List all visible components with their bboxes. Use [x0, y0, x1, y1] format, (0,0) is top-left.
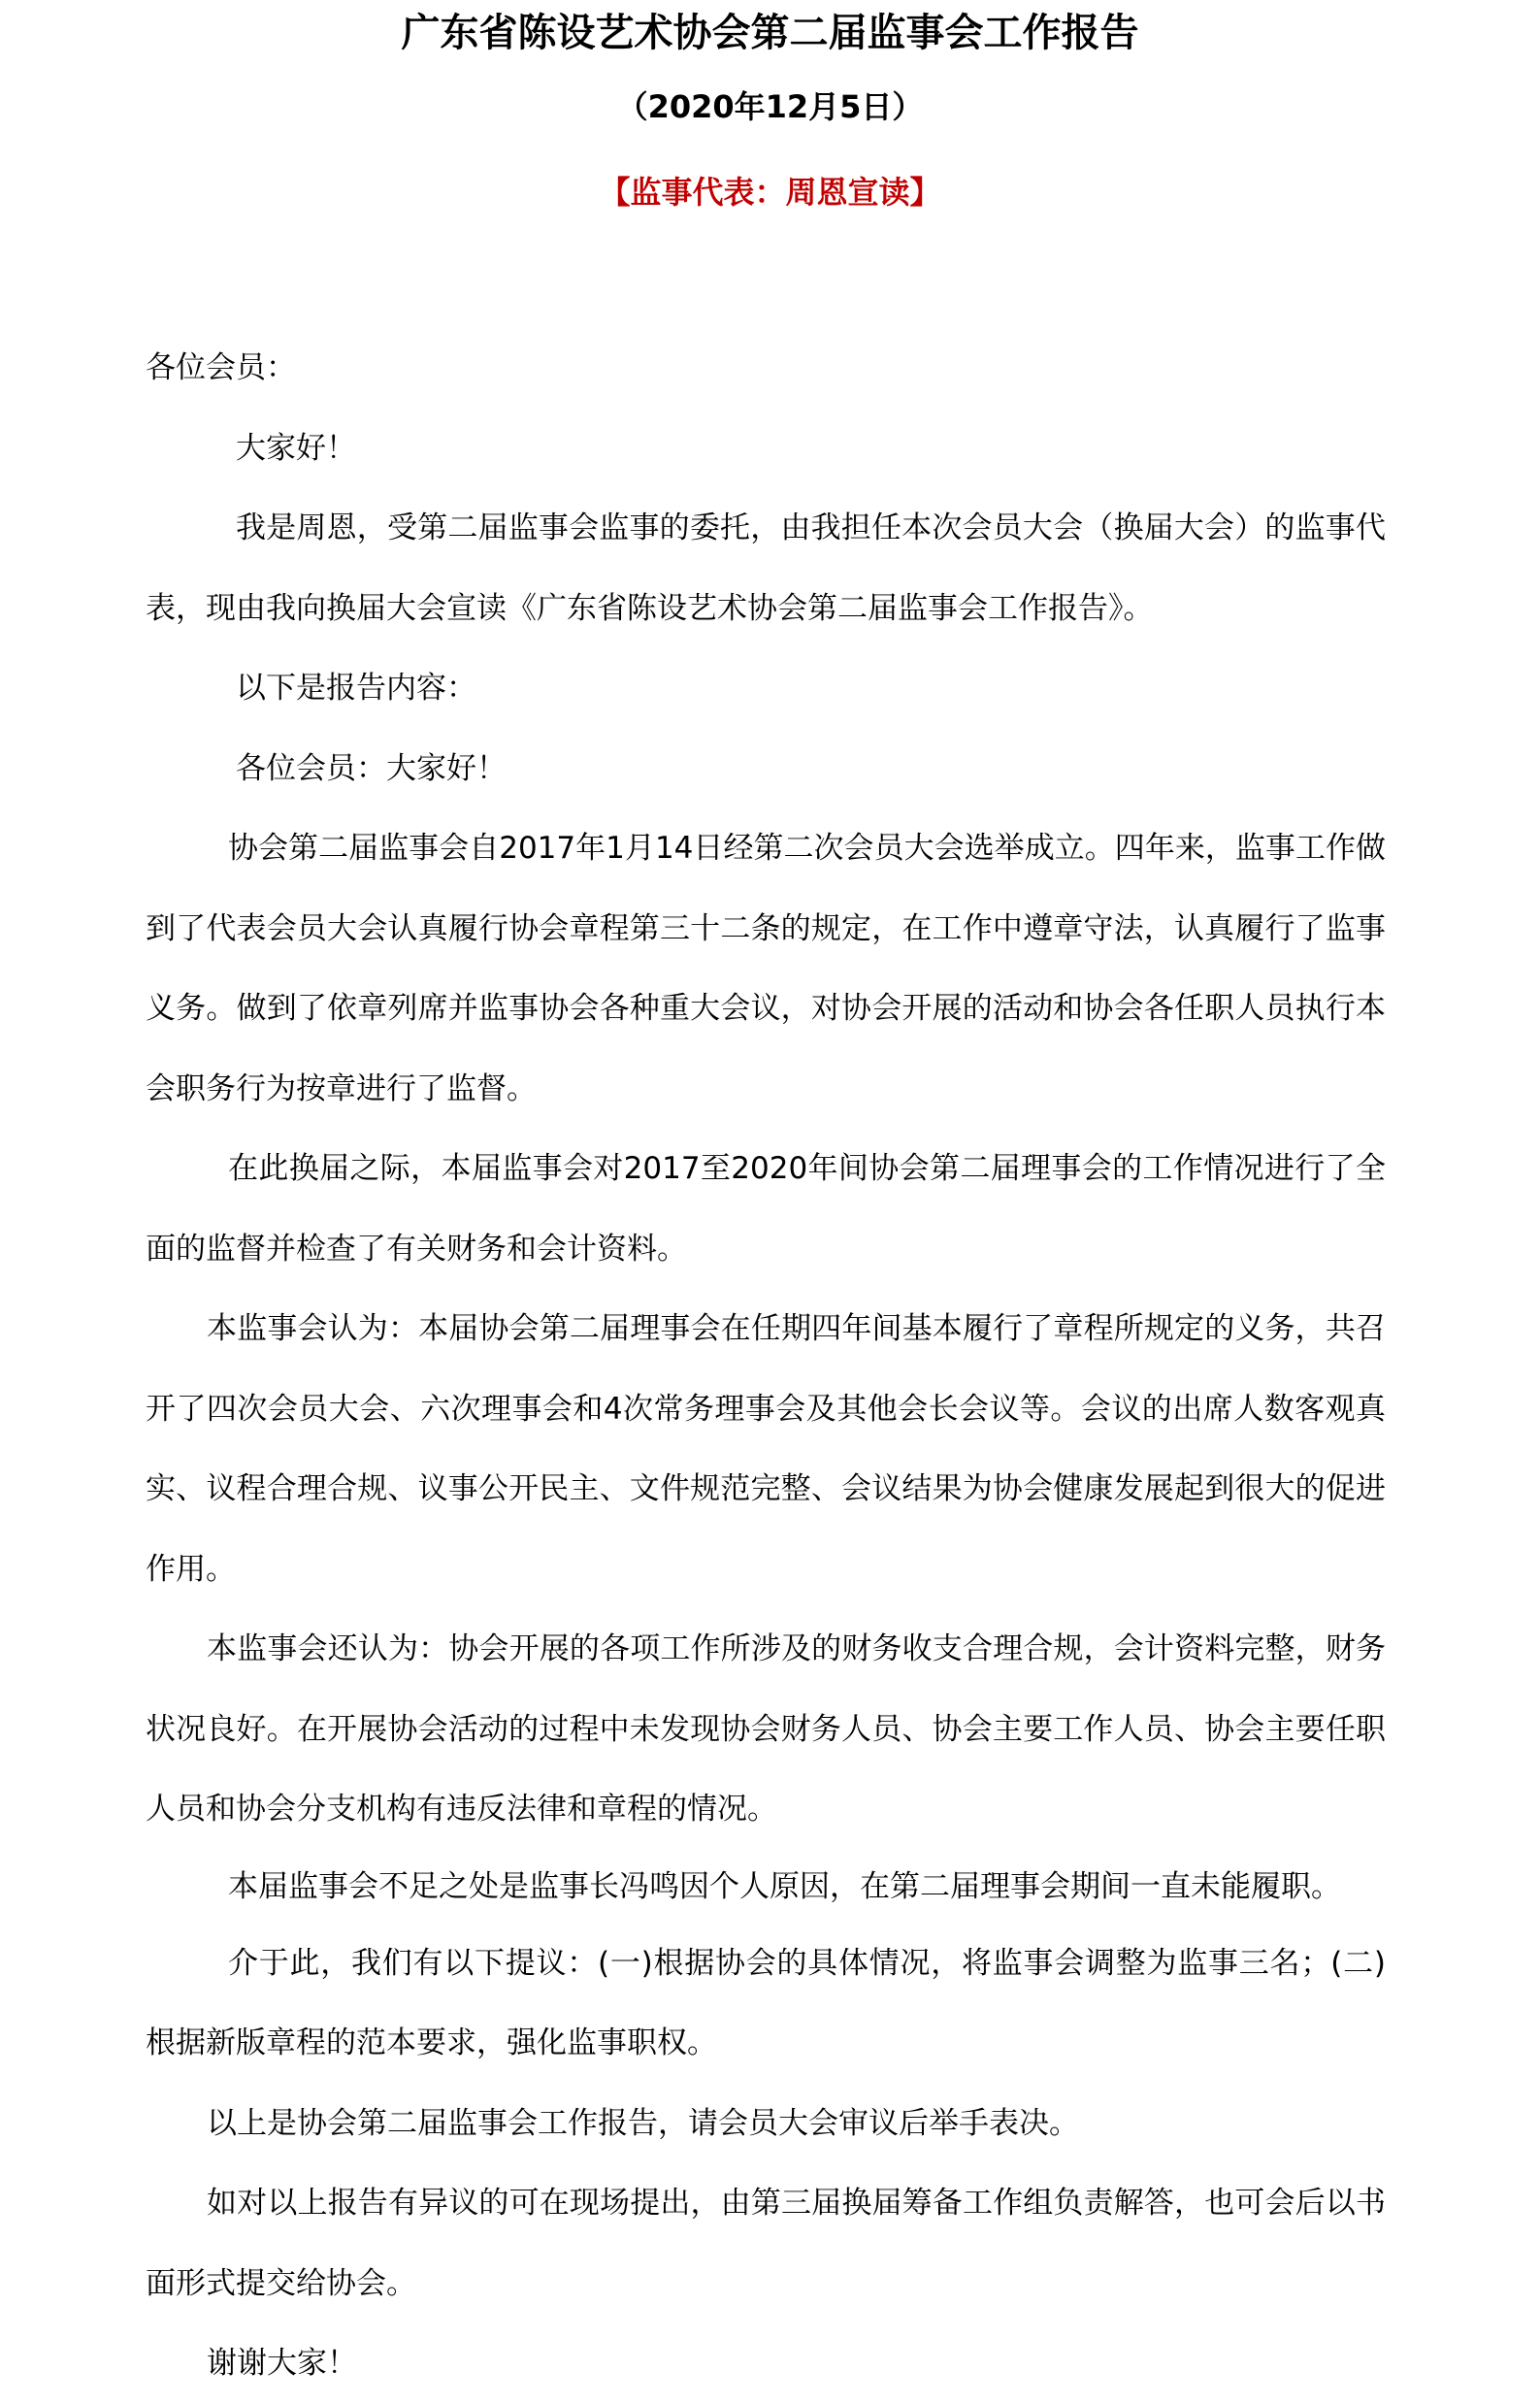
- paragraph-report-lead: 以下是报告内容：: [236, 671, 476, 706]
- paragraph-board-opinion: 本监事会认为：本届协会第二届理事会在任期四年间基本履行了章程所规定的义务，共召开了四次会员大会、六次理事会和4次常务理事会及其他会长会议等。会议的出席人数客观真实、议程合理合规、议事公开民主、文件规范完整、会议结果为协会健康发展起到很大的促进作用。: [146, 1311, 1386, 1587]
- paragraph-supervisory-duties: 协会第二届监事会自2017年1月14日经第二次会员大会选举成立。四年来，监事工作做到了代表会员大会认真履行协会章程第三十二条的规定，在工作中遵章守法，认真履行了监事义务。做到了依章列席并监事协会各种重大会议，对协会开展的活动和协会各任职人员执行本会职务行为按章进行了监督。: [146, 831, 1386, 1106]
- paragraph-finance-opinion: 本监事会还认为：协会开展的各项工作所涉及的财务收支合理合规，会计资料完整，财务状况良好。在开展协会活动的过程中未发现协会财务人员、协会主要工作人员、协会主要任职人员和协会分支机构有违反法律和章程的情况。: [146, 1631, 1386, 1827]
- document-date: （2020年12月5日）: [616, 88, 924, 125]
- paragraph-proposals: 介于此，我们有以下提议：(一)根据协会的具体情况，将监事会调整为监事三名；(二)根据新版章程的范本要求，强化监事职权。: [146, 1945, 1386, 2060]
- closing-thanks: 谢谢大家！: [207, 2346, 357, 2381]
- paragraph-vote: 以上是协会第二届监事会工作报告，请会员大会审议后举手表决。: [207, 2105, 1079, 2141]
- paragraph-report-greeting: 各位会员：大家好！: [236, 750, 507, 786]
- paragraph-objections: 如对以上报告有异议的可在现场提出，由第三届换届筹备工作组负责解答，也可会后以书面形式提交给协会。: [146, 2186, 1386, 2301]
- paragraph-inspection: 在此换届之际，本届监事会对2017至2020年间协会第二届理事会的工作情况进行了全面的监督并检查了有关财务和会计资料。: [146, 1151, 1386, 1267]
- document-title: 广东省陈设艺术协会第二届监事会工作报告: [401, 11, 1139, 55]
- paragraph-shortcomings: 本届监事会不足之处是监事长冯鸣因个人原因，在第二届理事会期间一直未能履职。: [228, 1868, 1341, 1904]
- greeting: 大家好！: [236, 430, 356, 466]
- paragraph-intro: 我是周恩，受第二届监事会监事的委托，由我担任本次会员大会（换届大会）的监事代表，现由我向换届大会宣读《广东省陈设艺术协会第二届监事会工作报告》。: [146, 510, 1386, 626]
- salutation: 各位会员：: [146, 350, 296, 385]
- reader-note: 【监事代表：周恩宣读】: [599, 174, 941, 211]
- report-body: [146, 328, 1386, 2404]
